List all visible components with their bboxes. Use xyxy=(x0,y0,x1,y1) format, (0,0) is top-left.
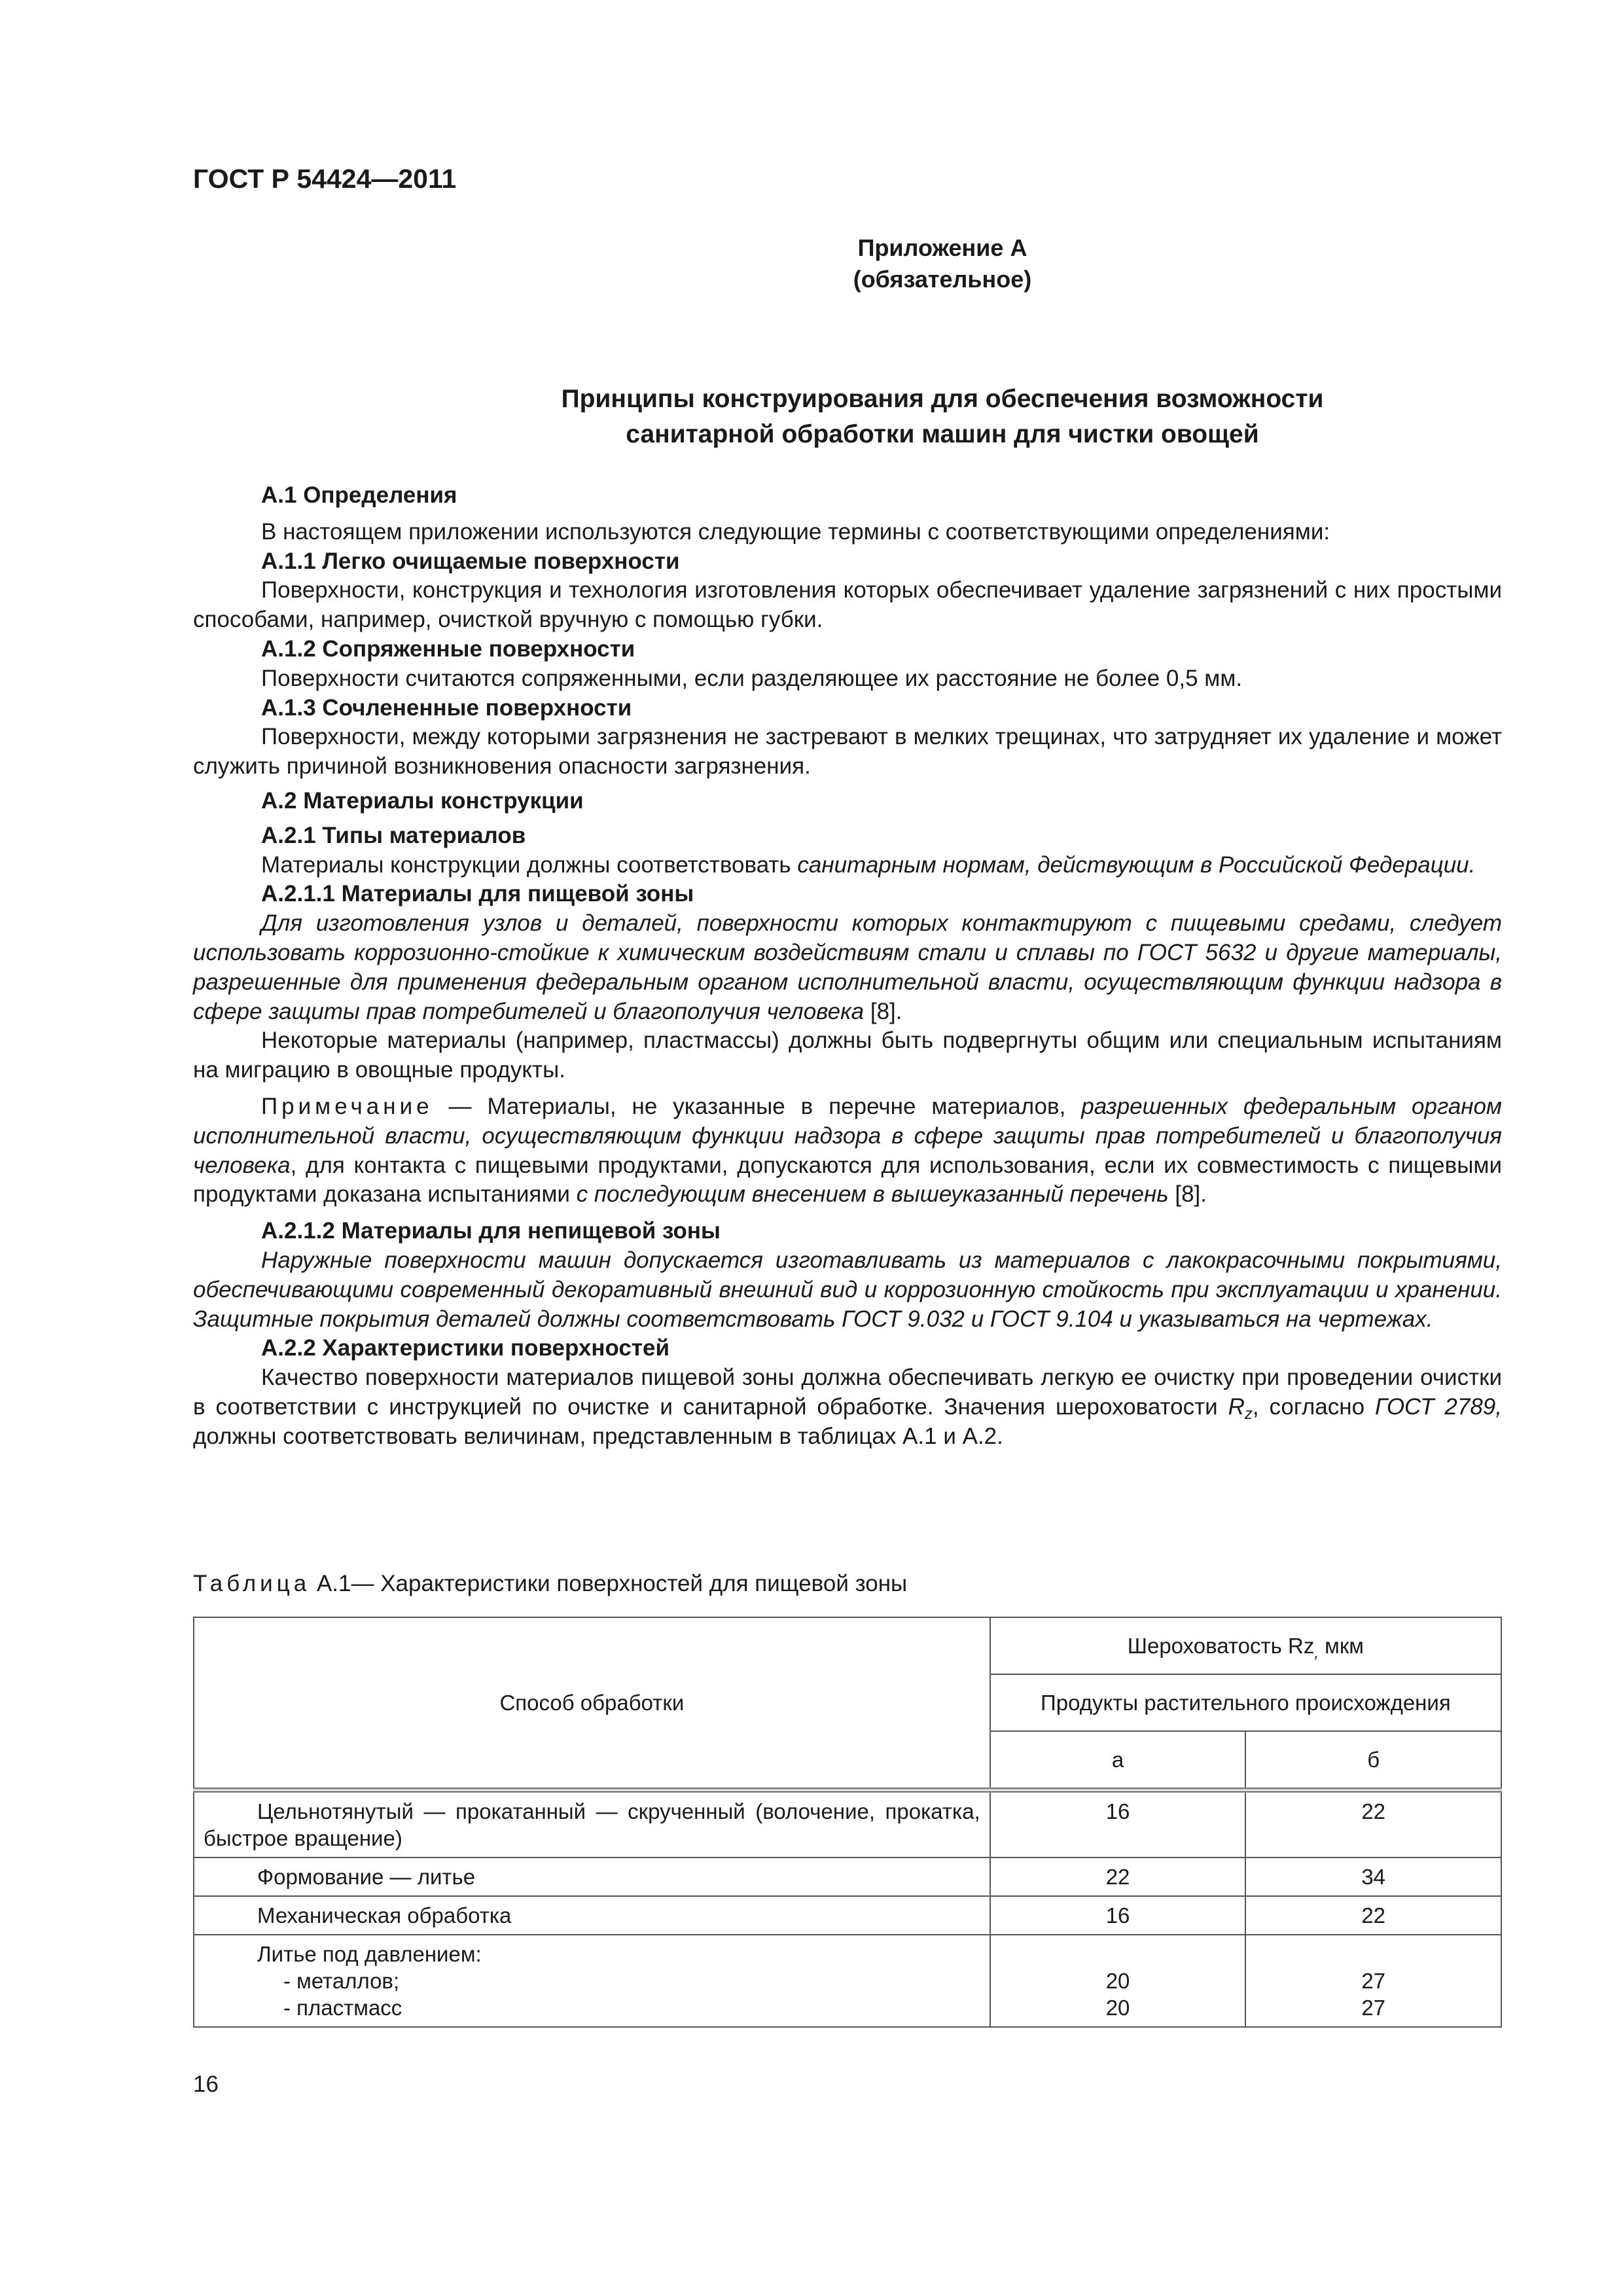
table-row xyxy=(194,1857,1501,1896)
note-text-2: разрешенных федеральным органом исполнительной власти, осуществляющим функции надзора в сфере защиты прав потребителей и благополучия человека xyxy=(193,1093,1502,1178)
section-a22-heading: А.2.2 Характеристики поверхностей xyxy=(261,1335,670,1361)
row-value-b: 22 xyxy=(1245,1790,1501,1857)
note-paragraph xyxy=(193,1092,1502,1210)
row-method xyxy=(194,1896,990,1935)
section-a11-heading: А.1.1 Легко очищаемые поверхности xyxy=(261,548,680,574)
appendix-title-line-2: санитарной обработки машин для чистки овощей xyxy=(626,420,1259,448)
section-a211-text xyxy=(193,909,1502,1026)
note-text-1: — Материалы, не указанные в перечне материалов, xyxy=(433,1093,1082,1119)
appendix-status: (обязательное) xyxy=(853,266,1032,293)
section-a22-text-3: должны соответствовать величинам, представленным в таблицах А.1 и А.2. xyxy=(193,1423,1003,1449)
pressure-casting-item: - металлов; xyxy=(283,1969,400,1993)
page-number: 16 xyxy=(193,2072,219,2097)
section-a2-heading: А.2 Материалы конструкции xyxy=(261,787,584,814)
section-a12-heading: А.1.2 Сопряженные поверхности xyxy=(261,636,635,662)
body-text xyxy=(193,481,1502,1452)
section-a211-reference: [8]. xyxy=(864,998,902,1024)
row-value-b xyxy=(1245,1935,1501,2027)
section-a212-heading: А.2.1.2 Материалы для непищевой зоны xyxy=(261,1218,721,1244)
note-text-3: , для контакта с пищевыми продуктами, допускаются для использования, если их совместимость с пищевыми продуктами доказана испытаниями xyxy=(193,1152,1502,1208)
note-text-4: с последующим внесением в вышеуказанный перечень xyxy=(576,1181,1169,1208)
row-method-text: Формование — литье xyxy=(257,1865,476,1889)
pressure-casting-title: Литье под давлением: xyxy=(257,1942,482,1966)
note-label: Примечание xyxy=(261,1093,433,1119)
table-row xyxy=(194,1790,1501,1857)
section-a12-text: Поверхности считаются сопряженными, если разделяющее их расстояние не более 0,5 мм. xyxy=(261,665,1243,691)
pressure-value-b: 27 xyxy=(1361,1969,1386,1993)
header-method: Способ обработки xyxy=(194,1617,990,1790)
section-a1-intro: В настоящем приложении используются следующие термины с соответствующими определениями: xyxy=(261,518,1330,545)
table-caption-label: Таблица xyxy=(193,1571,311,1596)
row-method-text: Цельнотянутый — прокатанный — скрученный (волочение, прокатка, быстрое вращение) xyxy=(204,1799,980,1850)
row-method xyxy=(194,1857,990,1896)
row-value-a xyxy=(990,1935,1246,2027)
header-products: Продукты растительного происхождения xyxy=(990,1674,1501,1731)
document-code: ГОСТ Р 54424—2011 xyxy=(193,164,457,194)
roughness-subscript: z xyxy=(1244,1405,1253,1423)
pressure-value-a: 20 xyxy=(1105,1969,1130,1993)
table-caption-text: А.1— Характеристики поверхностей для пищевой зоны xyxy=(310,1571,908,1596)
row-value-b: 34 xyxy=(1245,1857,1501,1896)
appendix-heading xyxy=(0,232,1623,295)
header-column-a: а xyxy=(990,1731,1246,1790)
pressure-casting-item: - пластмасс xyxy=(283,1996,402,2020)
header-roughness-symbol: Rz xyxy=(1288,1634,1315,1658)
section-a22-standard-ref: ГОСТ 2789, xyxy=(1374,1393,1502,1420)
header-roughness-label: Шероховатость xyxy=(1127,1634,1288,1658)
row-value-b: 22 xyxy=(1245,1896,1501,1935)
section-a13-text: Поверхности, между которыми загрязнения не застревают в мелких трещинах, что затрудняет их удаление и может служить причиной возникновения опасности загрязнения. xyxy=(193,724,1502,780)
pressure-value-a: 20 xyxy=(1105,1996,1130,2020)
header-roughness-unit: мкм xyxy=(1319,1634,1364,1658)
row-value-a: 16 xyxy=(990,1896,1246,1935)
roughness-symbol: R xyxy=(1228,1393,1245,1420)
section-a212-text: Наружные поверхности машин допускается изготавливать из материалов с лакокрасочными покрытиями, обеспечивающими современный декоративный внешний вид и коррозионную стойкость при эксплуатации и хранении. Защитные покрытия деталей должны соответствовать ГОСТ 9.032 и ГОСТ 9.104 и указываться на чертежах. xyxy=(193,1247,1502,1332)
section-a21-heading: А.2.1 Типы материалов xyxy=(261,822,526,848)
section-a22-text-2: , согласно xyxy=(1252,1393,1375,1420)
section-a21-text-italic: санитарным нормам, действующим в Российской Федерации. xyxy=(797,852,1476,878)
section-a22-text xyxy=(193,1363,1502,1451)
section-a13-heading: А.1.3 Сочлененные поверхности xyxy=(261,694,632,721)
note-reference: [8]. xyxy=(1168,1181,1207,1208)
section-a211-heading: А.2.1.1 Материалы для пищевой зоны xyxy=(261,881,694,907)
table-row xyxy=(194,1896,1501,1935)
row-value-a: 22 xyxy=(990,1857,1246,1896)
appendix-label: Приложение А xyxy=(857,234,1027,261)
table-header-row xyxy=(194,1617,1501,1674)
row-value-a: 16 xyxy=(990,1790,1246,1857)
section-a1-heading: А.1 Определения xyxy=(261,482,457,508)
row-method-text: Механическая обработка xyxy=(257,1903,512,1928)
table-row xyxy=(194,1935,1501,2027)
section-a211-text-2: Некоторые материалы (например, пластмассы) должны быть подвергнуты общим или специальным испытаниям на миграцию в овощные продукты. xyxy=(193,1028,1502,1083)
header-roughness xyxy=(990,1617,1501,1674)
surface-characteristics-table xyxy=(193,1617,1502,2028)
appendix-title xyxy=(0,382,1623,452)
header-roughness-subscript: , xyxy=(1314,1644,1319,1662)
pressure-value-b: 27 xyxy=(1361,1996,1386,2020)
section-a21-text xyxy=(193,851,1502,880)
appendix-title-line-1: Принципы конструирования для обеспечения возможности xyxy=(561,385,1324,413)
section-a22-text-1: Качество поверхности материалов пищевой зоны должна обеспечивать легкую ее очистку при проведении очистки в соответствии с инструкцией по очистке и санитарной обработке. Значения шероховатости xyxy=(193,1365,1502,1420)
section-a21-text-regular: Материалы конструкции должны соответствовать xyxy=(261,852,798,878)
header-column-b: б xyxy=(1245,1731,1501,1790)
table-caption xyxy=(193,1571,907,1597)
section-a11-text: Поверхности, конструкция и технология изготовления которых обеспечивает удаление загрязнений с них простыми способами, например, очисткой вручную с помощью губки. xyxy=(193,577,1502,633)
section-a211-text-italic: Для изготовления узлов и деталей, поверхности которых контактируют с пищевыми средами, следует использовать коррозионно-стойкие к химическим воздействиям стали и сплавы по ГОСТ 5632 и другие материалы, разрешенные для применения федеральным органом исполнительной власти, осуществляющим функции надзора в сфере защиты прав потребителей и благополучия человека xyxy=(193,910,1502,1024)
row-method xyxy=(194,1790,990,1857)
row-method xyxy=(194,1935,990,2027)
